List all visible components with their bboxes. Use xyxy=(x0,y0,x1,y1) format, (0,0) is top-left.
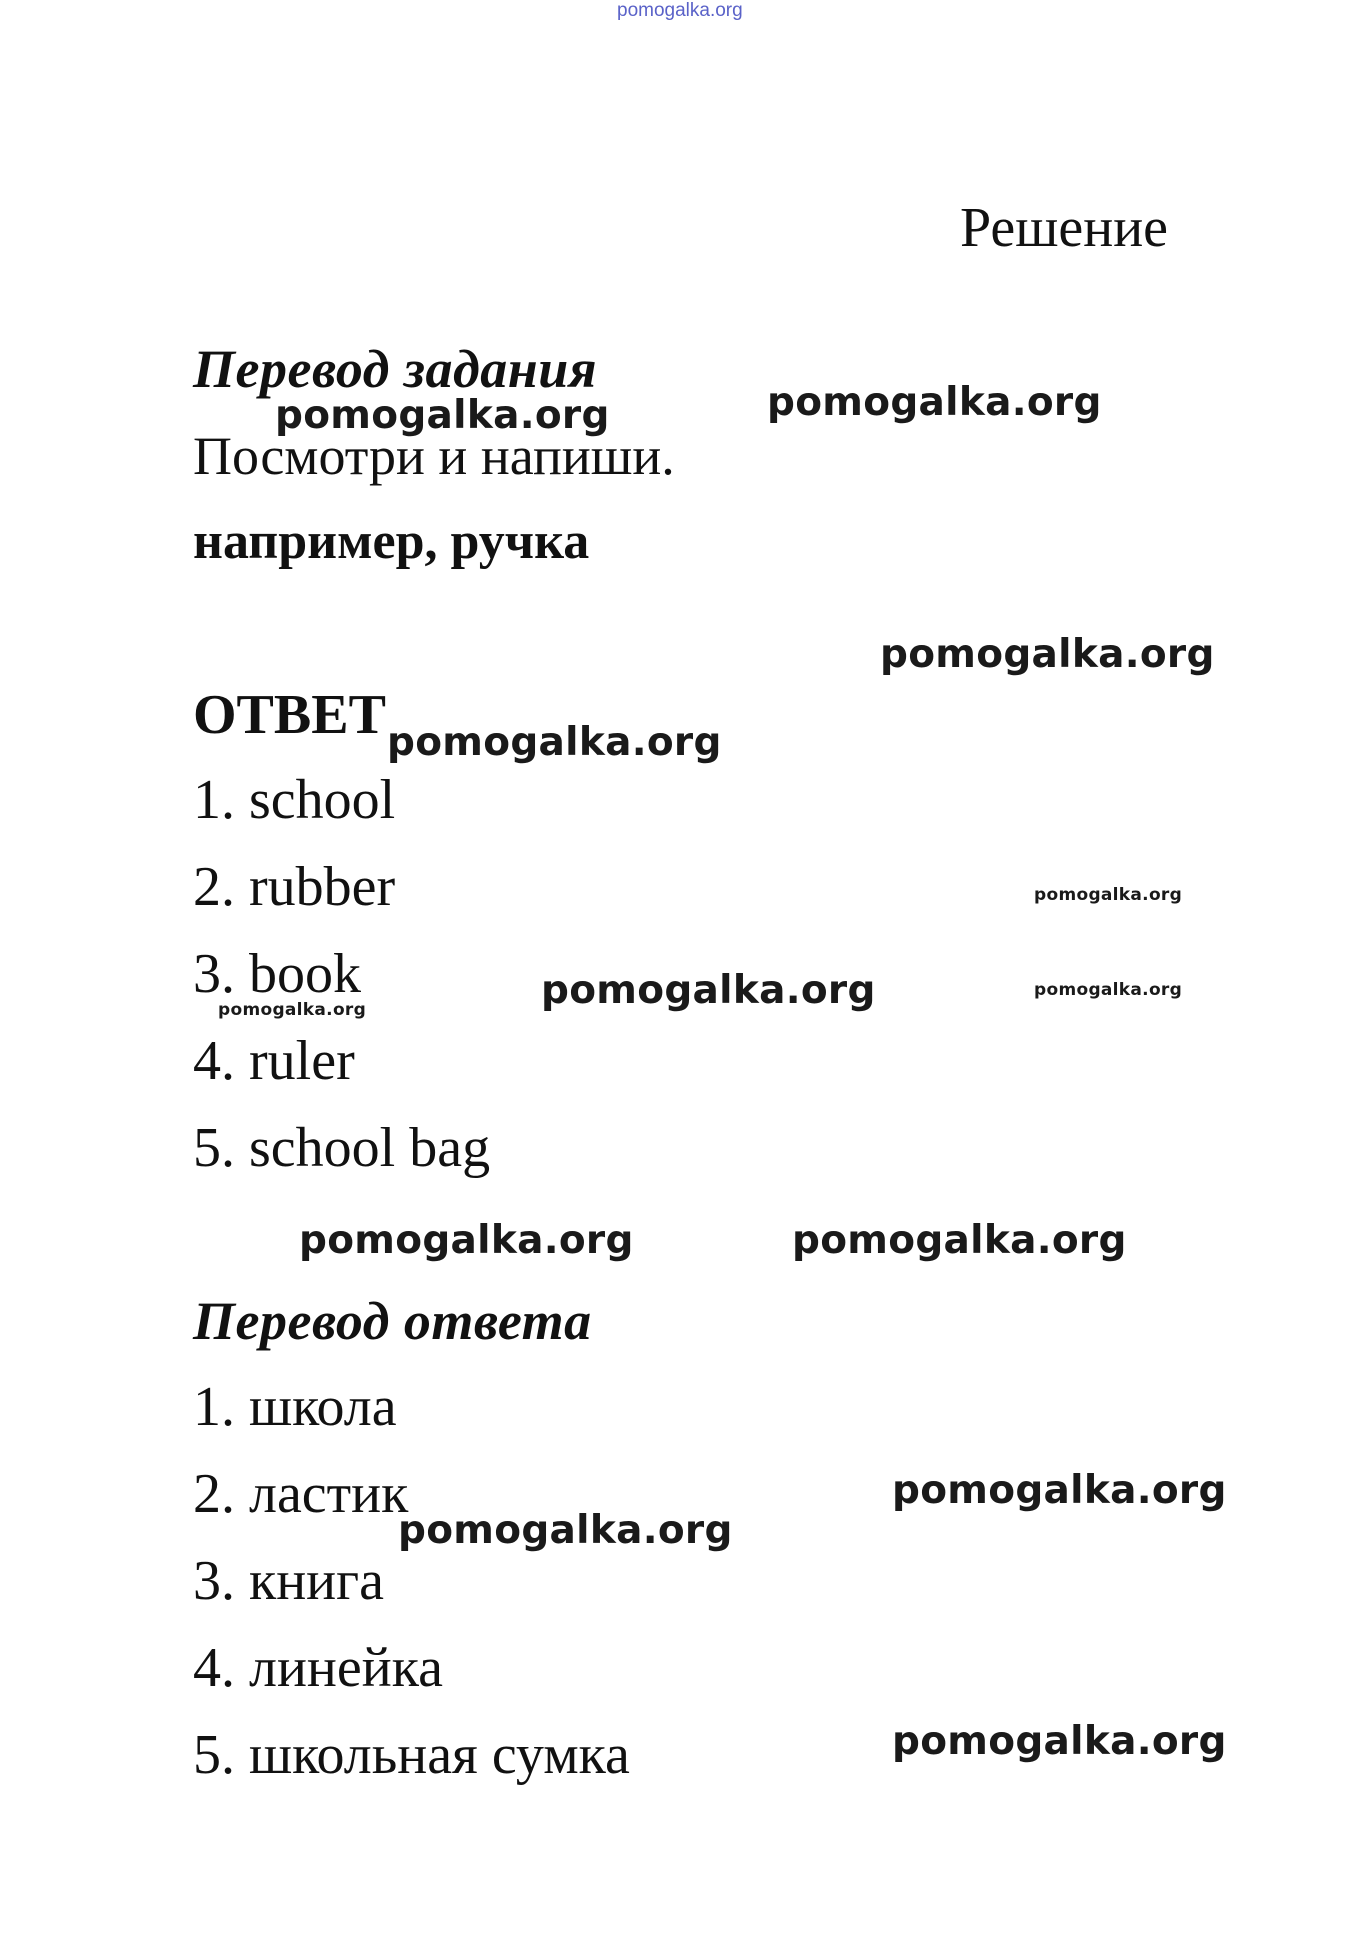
task-instruction: Посмотри и напиши. xyxy=(193,426,675,486)
watermark: pomogalka.org xyxy=(387,720,722,765)
watermark: pomogalka.org xyxy=(218,1000,367,1020)
answer-item-5: 5. school bag xyxy=(193,1117,491,1179)
watermark: pomogalka.org xyxy=(398,1508,733,1553)
translation-item-1: 1. школа xyxy=(193,1376,397,1438)
translation-item-5: 5. школьная сумка xyxy=(193,1724,630,1786)
answer-item-1: 1. school xyxy=(193,769,396,831)
translation-item-2: 2. ластик xyxy=(193,1463,409,1525)
translation-item-4: 4. линейка xyxy=(193,1637,443,1699)
answer-translation-heading: Перевод ответа xyxy=(193,1291,592,1351)
watermark: pomogalka.org xyxy=(892,1719,1227,1764)
watermark: pomogalka.org xyxy=(792,1218,1127,1263)
watermark: pomogalka.org xyxy=(1034,885,1183,905)
answer-item-3: 3. book xyxy=(193,943,361,1005)
watermark: pomogalka.org xyxy=(880,632,1215,677)
watermark: pomogalka.org xyxy=(892,1468,1227,1513)
watermark: pomogalka.org xyxy=(299,1218,634,1263)
task-translation-heading: Перевод задания xyxy=(193,339,598,399)
watermark: pomogalka.org xyxy=(767,380,1102,425)
answer-item-2: 2. rubber xyxy=(193,856,396,918)
solution-label: Решение xyxy=(960,197,1169,259)
header-watermark: pomogalka.org xyxy=(617,0,743,21)
watermark: pomogalka.org xyxy=(275,393,610,438)
translation-item-3: 3. книга xyxy=(193,1550,384,1612)
watermark: pomogalka.org xyxy=(541,968,876,1013)
answer-heading: ОТВЕТ xyxy=(193,684,386,746)
task-example: например, ручка xyxy=(193,513,590,570)
watermark: pomogalka.org xyxy=(1034,980,1183,1000)
answer-item-4: 4. ruler xyxy=(193,1030,355,1092)
